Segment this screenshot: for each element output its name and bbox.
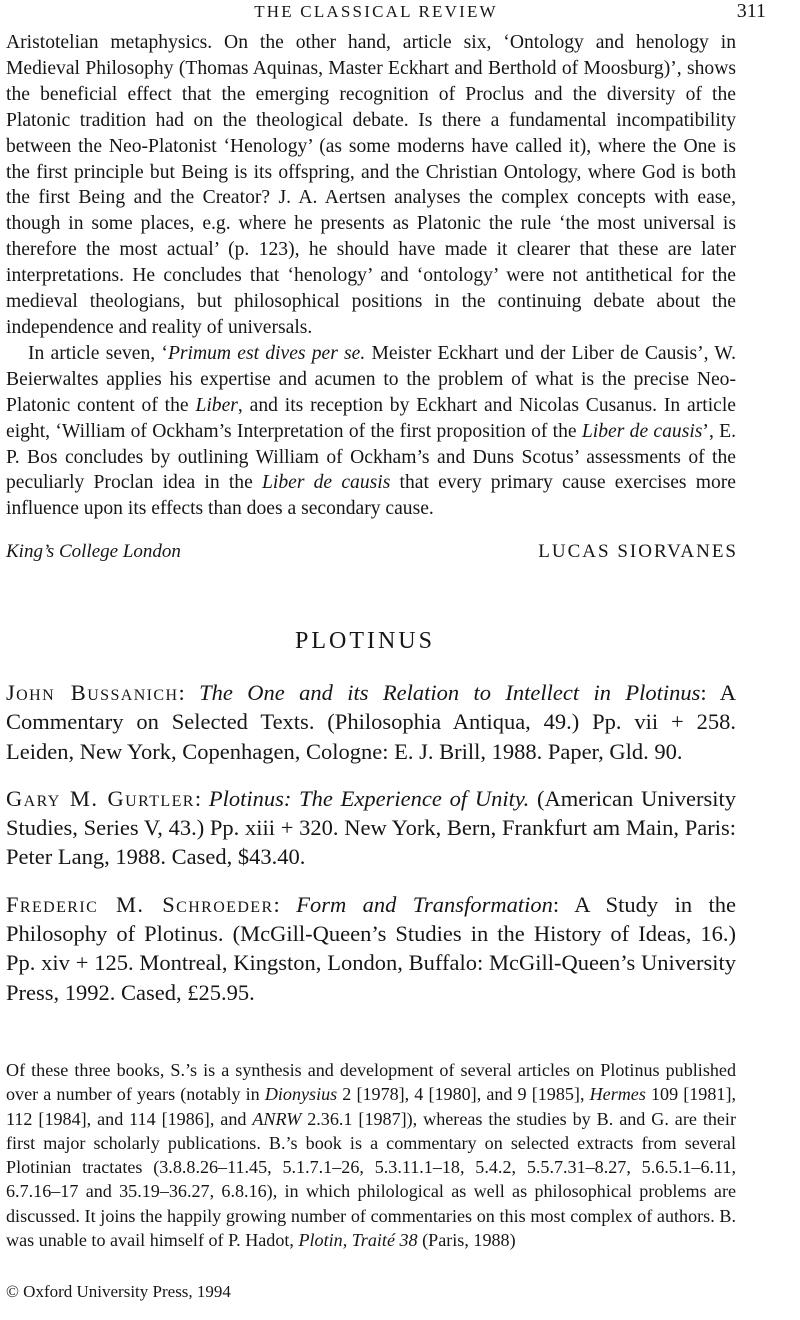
section-heading: PLOTINUS [294,628,435,654]
journal-title: THE CLASSICAL REVIEW [254,2,498,21]
running-head [6,2,786,26]
paragraph: Aristotelian metaphysics. On the other hand, article six, ‘Ontology and henology in Medieval Philosophy (Thomas Aquinas, Master Eckhart and Berthold of Moosburg)’, shows the beneficial effect that the emerging recognition of Proclus and the diversity of the Platonic tradition had on the theological debate. Is there a fundamental incompatibility between the Neo-Platonist ‘Henology’ (as some moderns have called it), where the One is the first principle but Being is its offspring, and the Christian Ontology, where God is both the first Being and the Creator? J. A. Aertsen analyses the complex concepts with ease, though in some places, e.g. where he presents as Platonic the rule ‘the most universal is therefore the most actual’ (p. 123), he should have made it clearer that these are later interpretations. He concludes that ‘henology’ and ‘ontology’ were not antithetical for the medieval theologians, but philosophical positions in the continuing debate about the independence and reality of universals. [6,32,736,338]
reviewer-name: LUCAS SIORVANES [538,541,738,562]
reviewer-affiliation: King’s College London [6,541,181,562]
book-author: John Bussanich [6,680,179,705]
copyright-notice: © Oxford University Press, 1994 [6,1282,231,1301]
book-author: Frederic M. Schroeder [6,891,274,917]
book-entry: John Bussanich: The One and its Relation to Intellect in Plotinus: A Commentary on Selected Texts. (Philosophia Antiqua, 49.) Pp. vii + 258. Leiden, New York, Copenhagen, Cologne: E. J. Brill, 1988. Paper, Gld. 90. [6,680,736,764]
book-entries [6,678,736,1025]
book-details: : A Commentary on Selected Texts. (Philosophia Antiqua, 49.) Pp. vii + 258. Leiden, New York, Copenhagen, Cologne: E. J. Brill, 1988. Paper, Gld. 90. [6,680,736,764]
book-details: : A Study in the Philosophy of Plotinus. (McGill-Queen’s Studies in the History of Ideas, 16.) Pp. xiv + 125. Montreal, Kingston, London, Buffalo: McGill-Queen’s University Press, 1992. Cased, £25.95. [6,891,736,1005]
paragraph: In article seven, ‘Primum est dives per se. Meister Eckhart und der Liber de Causis’, W. Beierwaltes applies his expertise and acumen to the problem of what is the precise Neo-Platonic content of the Liber, and its reception by Eckhart and Nicolas Cusanus. In article eight, ‘William of Ockham’s Interpretation of the first proposition of the Liber de causis’, E. P. Bos concludes by outlining William of Ockham’s and Duns Scotus’ assessments of the peculiarly Proclan idea in the Liber de causis that every primary cause exercises more influence upon its effects than does a secondary cause. [6,342,736,520]
book-title: Form and Transformation [296,891,553,917]
page-number: 311 [736,0,766,22]
book-author: Gary M. Gurtler [6,785,195,811]
book-title: The One and its Relation to Intellect in Plotinus [199,680,701,705]
review-body [6,1058,736,1252]
book-entry: Frederic M. Schroeder: Form and Transformation: A Study in the Philosophy of Plotinus. (McGill-Queen’s Studies in the History of Ideas, 16.) Pp. xiv + 125. Montreal, Kingston, London, Buffalo: McGill-Queen’s University Press, 1992. Cased, £25.95. [6,891,736,1005]
book-title: Plotinus: The Experience of Unity. [208,785,530,811]
reviewer-byline [6,541,738,567]
previous-review-text [6,30,736,522]
book-entry: Gary M. Gurtler: Plotinus: The Experience of Unity. (American University Studies, Series V, 43.) Pp. xiii + 320. New York, Bern, Frankfurt am Main, Paris: Peter Lang, 1988. Cased, $43.40. [6,785,736,870]
paragraph: Of these three books, S.’s is a synthesis and development of several articles on Plotinus published over a number of years (notably in Dionysius 2 [1978], 4 [1980], and 9 [1985], Hermes 109 [1981], 112 [1984], and 114 [1986], and ANRW 2.36.1 [1987]), whereas the studies by B. and G. are their first major scholarly publications. B.’s book is a commentary on selected extracts from several Plotinian tractates (3.8.8.26–11.45, 5.1.7.1–26, 5.3.11.1–18, 5.4.2, 5.5.7.31–8.27, 5.6.5.1–6.11, 6.7.16–17 and 35.19–36.27, 6.8.16), in which philological as well as philosophical problems are discussed. It joins the happily growing number of commentaries on this most complex of authors. B. was unable to avail himself of P. Hadot, Plotin, Traité 38 (Paris, 1988) [6,1060,736,1251]
book-details: (American University Studies, Series V, 43.) Pp. xiii + 320. New York, Bern, Frankfurt am Main, Paris: Peter Lang, 1988. Cased, $43.40. [6,785,736,870]
